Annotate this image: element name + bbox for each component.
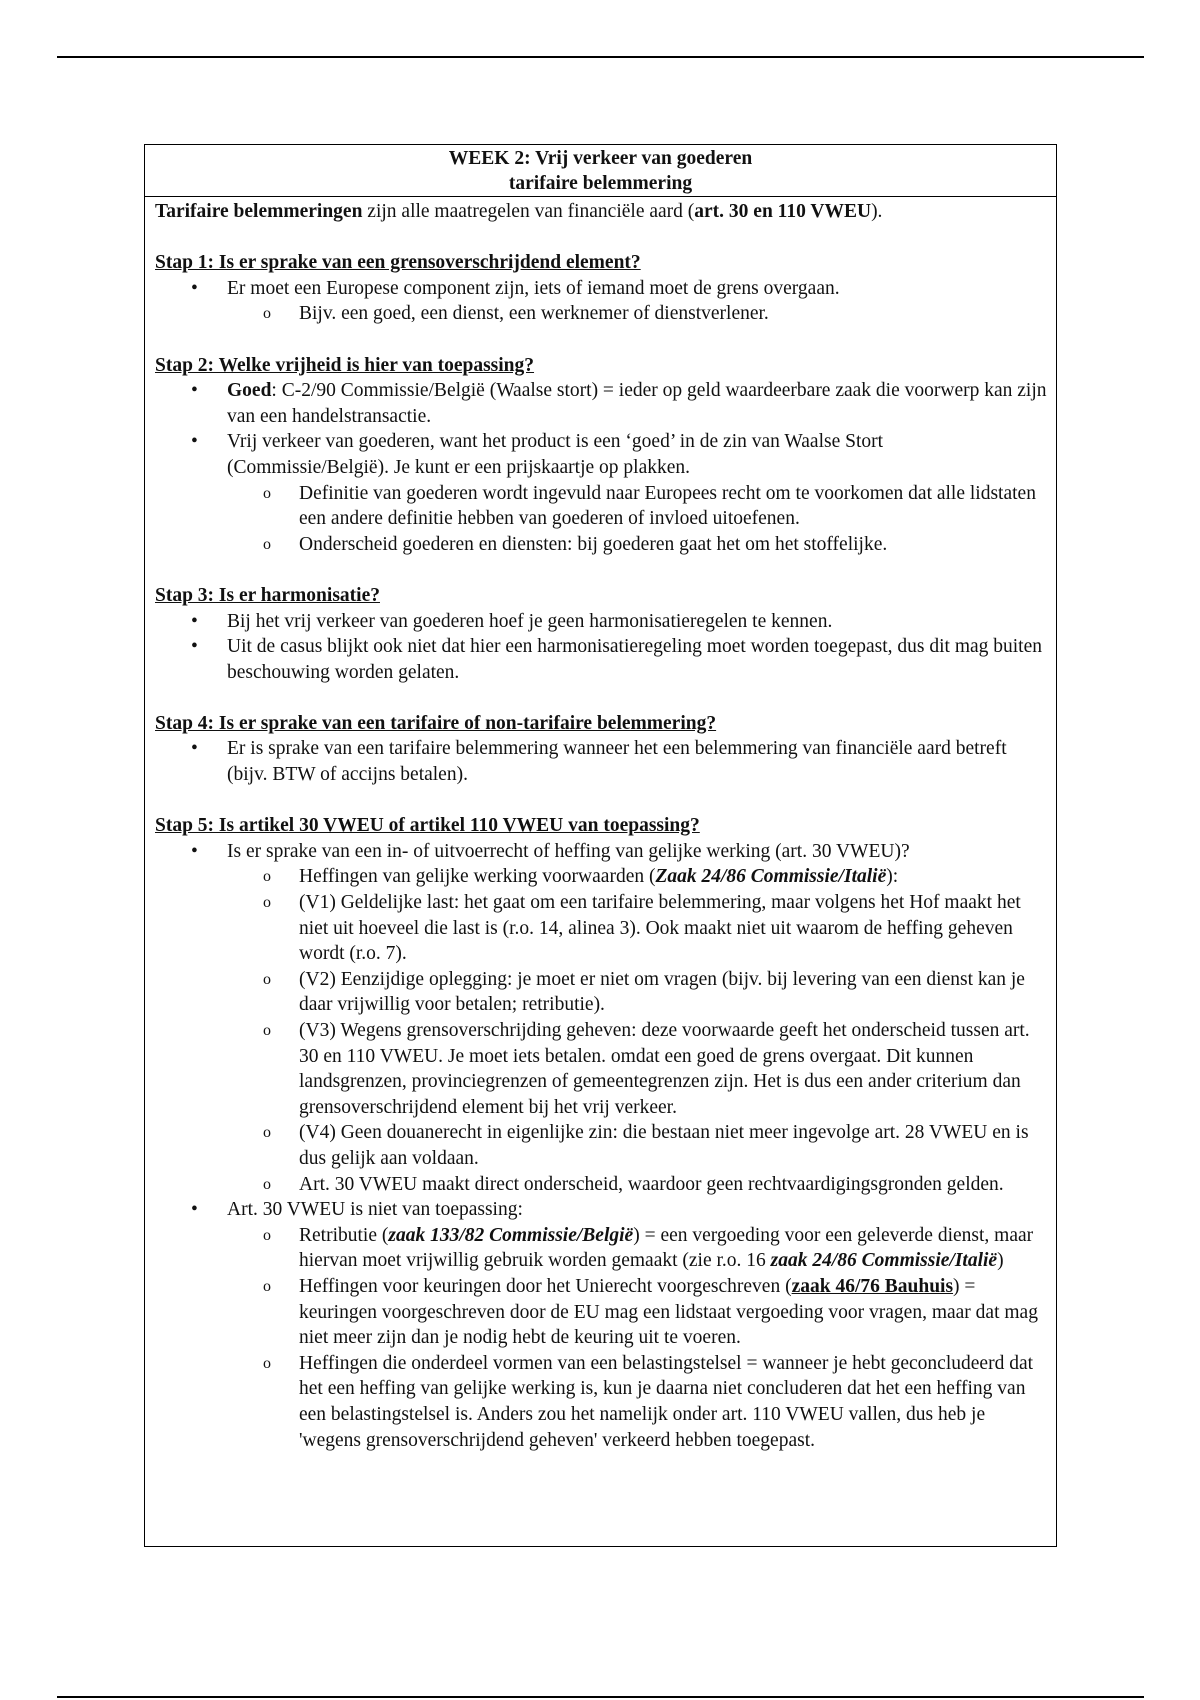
step5-list xyxy=(155,839,1047,1453)
list-item: o Definitie van goederen wordt ingevuld naar Europees recht om te voorkomen dat alle lidstaten een andere definitie hebben van goederen of invloed uitoefenen. xyxy=(299,481,1047,532)
list-item xyxy=(227,378,1047,429)
sub-text: ) xyxy=(997,1250,1004,1272)
step4-list xyxy=(155,736,1047,787)
step5-title: Stap 5: Is artikel 30 VWEU of artikel 110 VWEU van toepassing? xyxy=(155,815,700,837)
title-line-2: tarifaire belemmering xyxy=(508,173,693,194)
bullet-term: Goed xyxy=(227,380,272,402)
bullet-text: Art. 30 VWEU is niet van toepassing: xyxy=(227,1199,523,1221)
sub-text: ): xyxy=(886,866,899,888)
bullet-text: : C-2/90 Commissie/België (Waalse stort) = ieder op geld waardeerbare zaak die voorwerp kan zijn van een handelstransactie. xyxy=(227,380,1047,427)
case-reference: zaak 24/86 Commissie/Italië xyxy=(770,1250,998,1272)
case-reference: zaak 133/82 Commissie/België xyxy=(388,1224,634,1246)
list-item xyxy=(227,276,1047,327)
sub-text: Heffingen van gelijke werking voorwaarden ( xyxy=(299,866,656,888)
list-item xyxy=(227,429,1047,557)
list-item xyxy=(299,1223,1047,1274)
sub-list xyxy=(227,301,1047,327)
intro-text: zijn alle maatregelen van financiële aard ( xyxy=(362,201,695,222)
case-reference: zaak 46/76 Bauhuis xyxy=(791,1275,954,1297)
sub-list xyxy=(227,481,1047,558)
sub-text: Heffingen voor keuringen door het Unierecht voorgeschreven ( xyxy=(299,1275,792,1297)
list-item: o Bijv. een goed, een dienst, een werknemer of dienstverlener. xyxy=(299,301,1047,327)
bottom-rule xyxy=(57,1696,1144,1698)
list-item: • Er is sprake van een tarifaire belemmering wanneer het een belemmering van financiële aard betreft (bijv. BTW of accijns betalen). xyxy=(227,736,1047,787)
step1-title: Stap 1: Is er sprake van een grensoverschrijdend element? xyxy=(155,252,641,274)
sub-text: Retributie ( xyxy=(299,1224,389,1246)
table-body xyxy=(145,197,1056,1453)
step2-title: Stap 2: Welke vrijheid is hier van toepassing? xyxy=(155,354,535,376)
sub-text: ) = een vergoeding voor een geleverde dienst, maar hiervan moet vrijwillig gebruik worden gemaakt (zie r.o. 16 xyxy=(299,1224,1034,1272)
list-item: o (V1) Geldelijke last: het gaat om een tarifaire belemmering, maar volgens het Hof maakt het niet uit hoeveel die last is (r.o. 14, alinea 3). Ook maakt niet uit waarom de heffing geheven wordt (r.o. 7). xyxy=(299,890,1047,967)
intro-paragraph xyxy=(155,199,1047,225)
step3-list xyxy=(155,609,1047,686)
list-item: • Bij het vrij verkeer van goederen hoef je geen harmonisatieregelen te kennen. xyxy=(227,609,1047,635)
summary-table xyxy=(144,144,1057,1547)
list-item: o Art. 30 VWEU maakt direct onderscheid, waardoor geen rechtvaardigingsgronden gelden. xyxy=(299,1172,1047,1198)
list-item: • Uit de casus blijkt ook niet dat hier een harmonisatieregeling moet worden toegepast, dus dit mag buiten beschouwing worden gelaten. xyxy=(227,634,1047,685)
list-item xyxy=(227,1197,1047,1453)
list-item: o (V2) Eenzijdige oplegging: je moet er niet om vragen (bijv. bij levering van een dienst kan je daar vrijwillig voor betalen; retributie). xyxy=(299,967,1047,1018)
list-item xyxy=(227,839,1047,1197)
sub-list xyxy=(227,1223,1047,1453)
intro-ref: art. 30 en 110 VWEU xyxy=(694,201,872,222)
list-item xyxy=(299,1274,1047,1351)
bullet-text: Vrij verkeer van goederen, want het product is een ‘goed’ in de zin van Waalse Stort (Commissie/België). Je kunt er een prijskaartje op plakken. xyxy=(227,431,884,478)
bullet-text: Is er sprake van een in- of uitvoerrecht of heffing van gelijke werking (art. 30 VWEU)? xyxy=(227,840,910,862)
intro-end: ). xyxy=(871,201,883,222)
list-item: o Onderscheid goederen en diensten: bij goederen gaat het om het stoffelijke. xyxy=(299,532,1047,558)
bullet-text: Er moet een Europese component zijn, iets of iemand moet de grens overgaan. xyxy=(227,277,840,299)
case-reference: Zaak 24/86 Commissie/Italië xyxy=(655,866,887,888)
list-item: o (V4) Geen douanerecht in eigenlijke zin: die bestaan niet meer ingevolge art. 28 VWEU en is dus gelijk aan voldaan. xyxy=(299,1120,1047,1171)
intro-term: Tarifaire belemmeringen xyxy=(155,201,363,222)
step1-list xyxy=(155,276,1047,327)
list-item: o (V3) Wegens grensoverschrijding geheven: deze voorwaarde geeft het onderscheid tussen art. 30 en 110 VWEU. Je moet iets betalen. omdat een goed de grens overgaat. Dit kunnen landsgrenzen, provinciegrenzen of gemeentegrenzen zijn. Het is dus een ander criterium dan grensoverschrijdend element bij het vrij verkeer. xyxy=(299,1018,1047,1120)
sub-text: ) = keuringen voorgeschreven door de EU mag een lidstaat vergoeding voor vragen, maar dat mag niet meer zijn dan je nodig hebt de keuring uit te voeren. xyxy=(299,1275,1038,1349)
title-line-1: WEEK 2: Vrij verkeer van goederen xyxy=(448,148,753,169)
step4-title: Stap 4: Is er sprake van een tarifaire of non-tarifaire belemmering? xyxy=(155,712,717,734)
sub-list xyxy=(227,864,1047,1197)
list-item: o Heffingen die onderdeel vormen van een belastingstelsel = wanneer je hebt geconcludeerd dat het een heffing van gelijke werking is, kun je daarna niet concluderen dat het een heffing van een belastingstelsel is. Anders zou het namelijk onder art. 110 VWEU vallen, dus heb je 'wegens grensoverschrijdend geheven' verkeerd hebben toegepast. xyxy=(299,1351,1047,1453)
step3-title: Stap 3: Is er harmonisatie? xyxy=(155,584,380,606)
list-item xyxy=(299,864,1047,890)
step2-list xyxy=(155,378,1047,557)
top-rule xyxy=(57,56,1144,58)
table-header xyxy=(145,145,1056,197)
